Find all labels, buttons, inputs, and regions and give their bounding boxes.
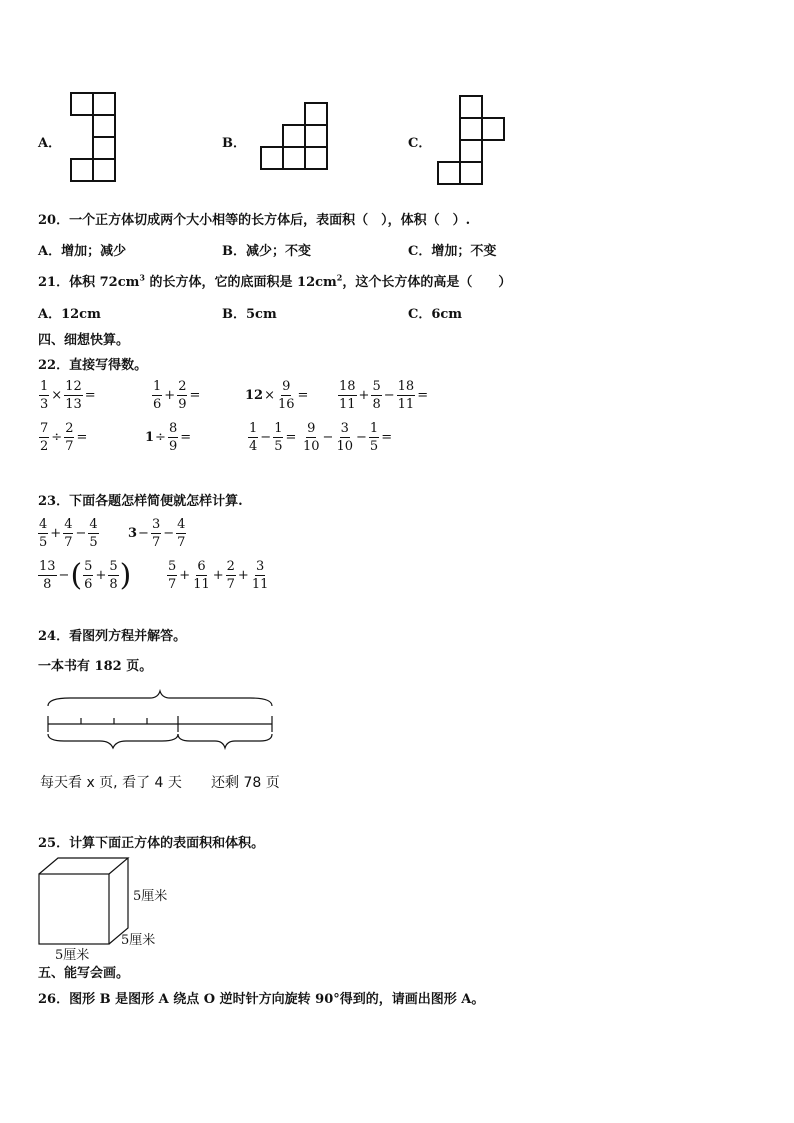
fraction: $\frac{1}{5}$ [274,421,283,454]
fraction: $\frac{9}{10}$ [303,421,320,454]
fraction: $\frac{5}{7}$ [168,559,177,592]
q23-expr-4: $\frac{5}{7}$ + $\frac{6}{11}$ + $\frac{2}{7}$ + $\frac{3}{11}$ [168,559,269,592]
q21-text-mid: 的长方体，它的底面积是 12cm [144,275,337,290]
q22-expr-3: 12 × $\frac{9}{16}$ = [245,379,309,412]
q19-option-c-label[interactable]: C． [408,136,432,151]
fraction: $\frac{12}{13}$ [65,379,82,412]
q19-option-b-label[interactable]: B． [222,136,246,151]
q21-sup-cube: 3 [139,272,145,283]
q24-intro: 一本书有 182 页。 [38,659,153,674]
fraction: $\frac{2}{9}$ [178,379,187,412]
q21-text-pre: 21．体积 72cm [38,275,140,290]
fraction: $\frac{4}{7}$ [177,517,186,550]
q20-option-b[interactable]: B．减少；不变 [222,244,311,259]
fraction: $\frac{1}{4}$ [249,421,258,454]
q25-width-label: 5厘米 [55,948,90,963]
q24-label-read: 每天看 x 页, 看了 4 天 [40,775,182,791]
section-5-heading: 五、能写会画。 [38,966,130,981]
q23-expr-2: 3 − $\frac{3}{7}$ − $\frac{4}{7}$ [128,517,186,550]
q25-cube-figure [38,857,134,945]
fraction: $\frac{7}{2}$ [40,421,49,454]
q19-option-a-figure [70,92,116,184]
q23-expr-3: $\frac{13}{8}$ − ( $\frac{5}{6}$ + $\frac{5}{8}$ ) [39,557,132,593]
q19-option-a-label[interactable]: A． [38,136,62,151]
fraction: $\frac{4}{7}$ [64,517,73,550]
fraction: $\frac{13}{8}$ [39,559,56,592]
fraction: $\frac{1}{5}$ [369,421,379,454]
q22-expr-8: $\frac{9}{10}$ − $\frac{3}{10}$ − $\frac{1}{5}$ = [303,421,393,454]
q24-line-diagram [40,690,280,752]
fraction: $\frac{4}{5}$ [39,517,48,550]
q19-option-c-figure [437,95,505,187]
fraction: $\frac{9}{16}$ [278,379,295,412]
q23-expr-1: $\frac{4}{5}$ + $\frac{4}{7}$ − $\frac{4}{5}$ [39,517,98,550]
q25-depth-label: 5厘米 [121,933,156,948]
q22-expr-7: $\frac{1}{4}$ − $\frac{1}{5}$ = [249,421,297,454]
fraction: $\frac{4}{5}$ [89,517,98,550]
fraction: $\frac{18}{11}$ [397,379,415,412]
q22-expr-5: $\frac{7}{2}$ ÷ $\frac{2}{7}$ = [40,421,88,454]
q24-label-remaining: 还剩 78 页 [211,775,280,791]
q22-expr-6: 1 ÷ $\frac{8}{9}$ = [145,421,192,454]
fraction: $\frac{3}{11}$ [251,559,269,592]
q21-text-post: ，这个长方体的高是（ ） [342,275,512,290]
q24-title: 24．看图列方程并解答。 [38,629,187,644]
q21-sup-square: 2 [336,272,343,283]
q25-height-label: 5厘米 [133,889,168,904]
fraction: $\frac{1}{6}$ [153,379,162,412]
fraction: $\frac{5}{8}$ [109,559,118,592]
fraction: $\frac{3}{10}$ [336,421,353,454]
q21-option-a[interactable]: A．12cm [38,307,101,322]
section-4-heading: 四、细想快算。 [38,333,130,348]
q25-title: 25．计算下面正方体的表面积和体积。 [38,836,265,851]
q23-title: 23．下面各题怎样简便就怎样计算. [38,494,243,509]
q20-text: 20．一个正方体切成两个大小相等的长方体后，表面积（ ），体积（ ）. [38,213,471,228]
q21-option-c[interactable]: C．6cm [408,307,463,322]
fraction: $\frac{5}{6}$ [84,559,93,592]
q19-option-b-figure [260,102,328,172]
q20-option-c[interactable]: C．增加；不变 [408,244,497,259]
q21-option-b[interactable]: B．5cm [222,307,277,322]
fraction: $\frac{8}{9}$ [168,421,178,454]
right-paren: ) [119,557,132,593]
fraction: $\frac{3}{7}$ [151,517,161,550]
fraction: $\frac{2}{7}$ [226,559,235,592]
q22-expr-2: $\frac{1}{6}$ + $\frac{2}{9}$ = [153,379,201,412]
fraction: $\frac{1}{3}$ [40,379,49,412]
q21-text [38,271,511,290]
fraction: $\frac{2}{7}$ [65,421,74,454]
q26-title: 26．图形 B 是图形 A 绕点 O 逆时针方向旋转 90°得到的，请画出图形 A。 [38,992,485,1007]
q22-expr-1: $\frac{1}{3}$ × $\frac{12}{13}$ = [40,379,96,412]
q22-title: 22．直接写得数。 [38,358,148,373]
fraction: $\frac{5}{8}$ [372,379,381,412]
fraction: $\frac{6}{11}$ [193,559,210,592]
fraction: $\frac{18}{11}$ [339,379,356,412]
left-paren: ( [70,557,83,593]
q22-expr-4: $\frac{18}{11}$ + $\frac{5}{8}$ − $\frac{18}{11}$ = [339,379,429,412]
q20-option-a[interactable]: A．增加；减少 [38,244,127,259]
